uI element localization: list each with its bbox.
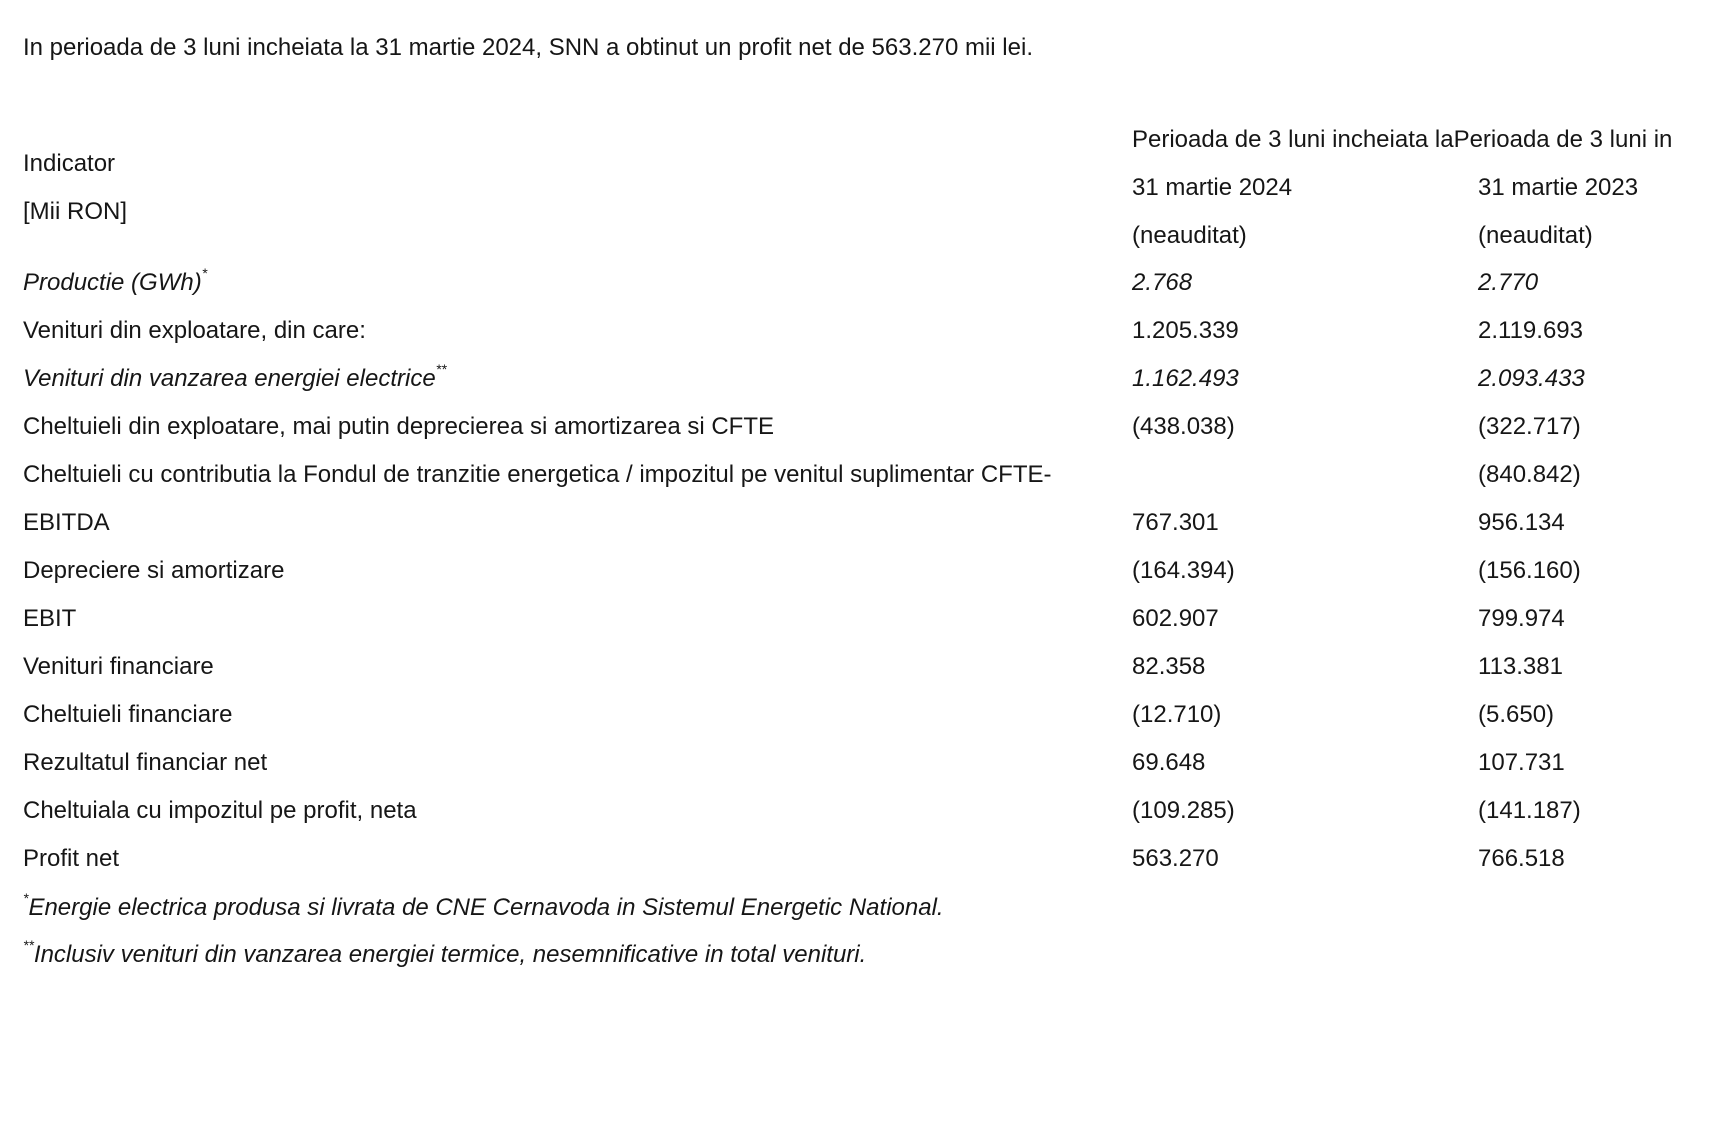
row-label: Cheltuieli din exploatare, mai putin deprecierea si amortizarea si CFTE bbox=[23, 413, 775, 440]
value-2024: (164.394) bbox=[1132, 557, 1235, 584]
col-2023-header-line-2: 31 martie 2023 bbox=[1478, 174, 1639, 201]
value-2023: 799.974 bbox=[1478, 605, 1565, 632]
footnote-mark: * bbox=[201, 265, 208, 281]
value-2024: 1.205.339 bbox=[1132, 317, 1239, 344]
row-label: Venituri din vanzarea energiei electrice** bbox=[23, 361, 447, 392]
value-2024: 69.648 bbox=[1132, 749, 1206, 776]
row-label: Productie (GWh)* bbox=[23, 265, 208, 296]
footnote bbox=[23, 937, 867, 970]
indicator-label: Indicator bbox=[23, 150, 116, 177]
row-label: Cheltuieli financiare bbox=[23, 701, 233, 728]
value-2023: 2.093.433 bbox=[1478, 365, 1585, 392]
document-page bbox=[23, 0, 1716, 1126]
col-2024-header-line-2: 31 martie 2024 bbox=[1132, 174, 1293, 201]
footnote-mark: ** bbox=[435, 361, 447, 377]
value-2023: (156.160) bbox=[1478, 557, 1581, 584]
footnote-text: Inclusiv venituri din vanzarea energiei termice, nesemnificative in total venituri. bbox=[33, 941, 867, 968]
col-2024-header-line-1: Perioada de 3 luni incheiata la bbox=[1132, 126, 1454, 153]
value-2023: 113.381 bbox=[1478, 653, 1563, 680]
value-2023: (840.842) bbox=[1478, 461, 1581, 488]
value-2024: (12.710) bbox=[1132, 701, 1222, 728]
row-label: Depreciere si amortizare bbox=[23, 557, 285, 584]
value-2024: 2.768 bbox=[1132, 269, 1193, 296]
value-2024: (438.038) bbox=[1132, 413, 1235, 440]
value-2023: (141.187) bbox=[1478, 797, 1581, 824]
value-2024: 602.907 bbox=[1132, 605, 1219, 632]
value-2023: (322.717) bbox=[1478, 413, 1581, 440]
row-label: Venituri financiare bbox=[23, 653, 214, 680]
row-label: EBIT bbox=[23, 605, 77, 632]
row-label: Profit net bbox=[23, 845, 120, 872]
value-2024: 1.162.493 bbox=[1132, 365, 1239, 392]
value-2024: 563.270 bbox=[1132, 845, 1219, 872]
col-2023-header-line-1: Perioada de 3 luni in bbox=[1453, 126, 1673, 153]
unit-label: [Mii RON] bbox=[23, 198, 127, 225]
row-label: Rezultatul financiar net bbox=[23, 749, 268, 776]
footnote bbox=[23, 890, 944, 923]
row-label: Venituri din exploatare, din care: bbox=[23, 317, 366, 344]
value-2023: (5.650) bbox=[1478, 701, 1555, 728]
value-2023: 2.770 bbox=[1478, 269, 1539, 296]
value-2024: 767.301 bbox=[1132, 509, 1219, 536]
footnote-mark: ** bbox=[23, 937, 34, 953]
row-label: Cheltuiala cu impozitul pe profit, neta bbox=[23, 797, 417, 824]
value-2023: 956.134 bbox=[1478, 509, 1565, 536]
value-2023: 766.518 bbox=[1478, 845, 1565, 872]
value-2024: (109.285) bbox=[1132, 797, 1235, 824]
col-2024-header-line-3: (neauditat) bbox=[1132, 222, 1247, 249]
intro-paragraph: In perioada de 3 luni incheiata la 31 martie 2024, SNN a obtinut un profit net de 563.270 mii lei. bbox=[23, 34, 1033, 61]
footnote-text: Energie electrica produsa si livrata de CNE Cernavoda in Sistemul Energetic National. bbox=[28, 894, 944, 921]
row-label: EBITDA bbox=[23, 509, 110, 536]
column-headers-line-1 bbox=[1132, 125, 1716, 155]
value-2024: 82.358 bbox=[1132, 653, 1206, 680]
value-2024: - bbox=[1043, 461, 1052, 488]
row-label: Cheltuieli cu contributia la Fondul de tranzitie energetica / impozitul pe venitul suplimentar CFTE- bbox=[23, 461, 1052, 488]
value-2023: 2.119.693 bbox=[1478, 317, 1583, 344]
value-2023: 107.731 bbox=[1478, 749, 1565, 776]
col-2023-header-line-3: (neauditat) bbox=[1478, 222, 1593, 249]
footnote-mark: * bbox=[23, 890, 29, 906]
